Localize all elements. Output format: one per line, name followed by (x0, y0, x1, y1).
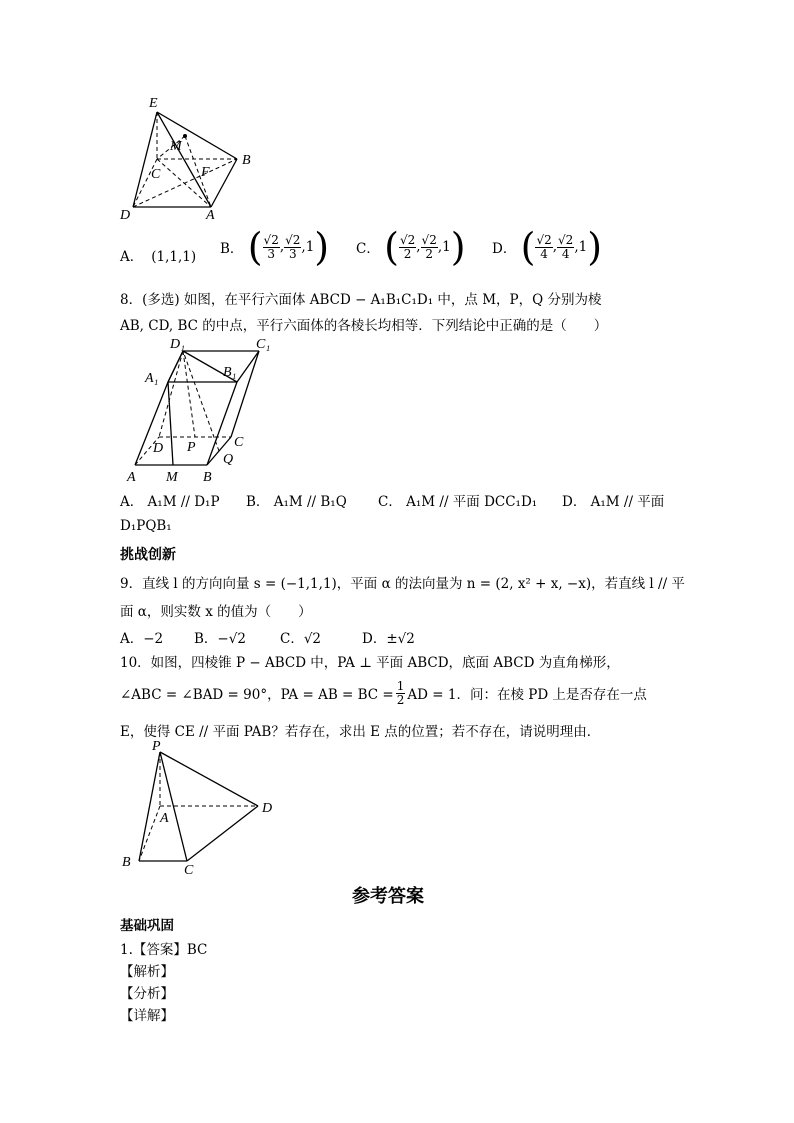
q10-stem-line2: ∠ABC = ∠BAD = 90°，PA = AB = BC = $\frac{1}{2}$ AD = 1．问：在棱 PD 上是否存在一点 (120, 679, 647, 707)
label-c: C (234, 435, 244, 450)
q9-option-a[interactable]: A．−2 (120, 631, 164, 647)
label-p: P (152, 739, 161, 754)
q9-option-b[interactable]: B．−√2 (194, 631, 246, 647)
answer-analysis: 【解析】 (120, 964, 174, 980)
q7-option-a[interactable]: A． (1,1,1) (120, 249, 197, 265)
label-b: B (122, 855, 131, 870)
q9-option-d[interactable]: D．±√2 (362, 631, 415, 647)
answers-section: 基础巩固 (120, 918, 174, 934)
label-m: M (166, 470, 178, 485)
q9-stem-line2: 面 α，则实数 x 的值为（ ） (120, 604, 312, 620)
q7-option-b[interactable]: B． ( $\frac{√2}{3}$ , $\frac{√2}{3}$ ,1) (220, 225, 330, 269)
q10-stem-line1: 10．如图，四棱锥 P − ABCD 中，PA ⊥ 平面 ABCD，底面 ABCD 为直角梯形， (120, 655, 620, 671)
answer-1: 1.【答案】BC (120, 942, 208, 958)
label-m: M (170, 139, 182, 154)
label-c: C (184, 863, 194, 878)
label-e: E (149, 96, 158, 111)
answer-detail: 【详解】 (120, 1008, 174, 1024)
label-a1: A₁ (145, 371, 159, 386)
label-d: D (262, 801, 273, 816)
label-d: D (153, 441, 164, 456)
fraction-half: $\frac{1}{2}$ (396, 679, 405, 707)
q8-option-d[interactable]: D． A₁M // 平面 (562, 494, 665, 510)
label-c: C (151, 167, 161, 182)
label-d1: D₁ (170, 337, 185, 352)
q8-option-a[interactable]: A． A₁M // D₁P (120, 494, 220, 510)
label-c1: C₁ (256, 337, 271, 352)
answer-fenxi: 【分析】 (120, 986, 174, 1002)
answers-title: 参考答案 (352, 886, 424, 907)
q7-option-c[interactable]: C． ( $\frac{√2}{2}$ , $\frac{√2}{2}$ ,1) (356, 225, 466, 269)
q10-stem-line3: E，使得 CE // 平面 PAB？若存在，求出 E 点的位置；若不存在，请说明理由． (120, 724, 601, 740)
q9-option-c[interactable]: C．√2 (280, 631, 322, 647)
q9-stem-line1: 9．直线 l 的方向向量 s = (−1,1,1)，平面 α 的法向量为 n = (2, x² + x, −x)，若直线 l // 平 (120, 576, 685, 592)
q8-option-b[interactable]: B． A₁M // B₁Q (246, 494, 347, 510)
q8-option-d-continued: D₁PQB₁ (120, 518, 172, 534)
label-a: A (206, 208, 215, 223)
label-p: P (187, 440, 196, 455)
label-b: B (203, 470, 212, 485)
label-a: A (127, 470, 136, 485)
q8-option-c[interactable]: C． A₁M // 平面 DCC₁D₁ (378, 494, 538, 510)
label-b1: B₁ (223, 365, 237, 380)
label-d: D (120, 208, 131, 223)
q8-stem-line2: AB, CD, BC 的中点，平行六面体的各棱长均相等．下列结论中正确的是（ ） (120, 318, 608, 334)
section-challenge: 挑战创新 (120, 547, 176, 563)
label-a: A (160, 811, 169, 826)
label-b: B (242, 153, 251, 168)
label-q: Q (223, 452, 234, 467)
q8-stem-line1: 8．(多选) 如图，在平行六面体 ABCD − A₁B₁C₁D₁ 中，点 M，P，Q 分别为棱 (120, 292, 602, 308)
label-f: F (201, 165, 210, 180)
q7-option-d[interactable]: D． ( $\frac{√2}{4}$ , $\frac{√2}{4}$ ,1) (492, 225, 603, 269)
